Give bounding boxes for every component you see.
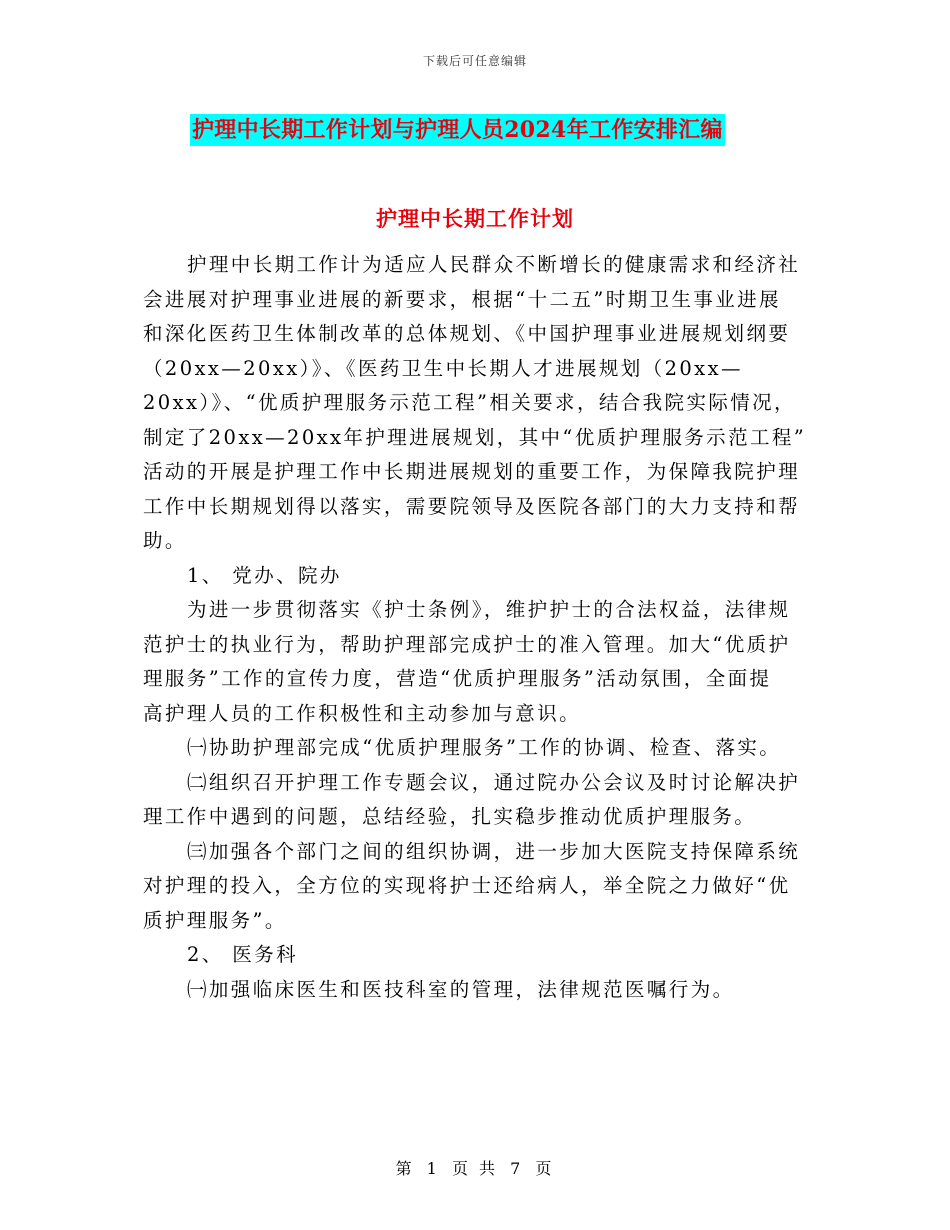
paragraph-line: 高护理人员的工作积极性和主动参加与意识。 xyxy=(143,701,582,725)
paragraph-line: （20xx—20xx）》、《医药卫生中长期人才进展规划（20xx— xyxy=(143,356,743,380)
paragraph-line: 制定了20xx—20xx年护理进展规划，其中“优质护理服务示范工程” xyxy=(143,425,807,449)
paragraph-line: 范护士的执业行为，帮助护理部完成护士的准入管理。加大“优质护 xyxy=(143,632,791,656)
paragraph-line: 为进一步贯彻落实《护士条例》，维护护士的合法权益，法律规 xyxy=(187,598,791,621)
footer-label-page: 第 xyxy=(395,1159,415,1178)
paragraph-line: 会进展对护理事业进展的新要求，根据“十二五”时期卫生事业进展 xyxy=(143,287,781,311)
current-page-number: 1 xyxy=(426,1159,440,1178)
paragraph-line: 质护理服务”。 xyxy=(143,908,287,932)
paragraph-line: 理工作中遇到的问题，总结经验，扎实稳步推动优质护理服务。 xyxy=(143,805,757,828)
header-note: 下载后可任意编辑 xyxy=(422,54,527,68)
paragraph-line: 助。 xyxy=(143,529,187,552)
list-heading: 1、 党办、院办 xyxy=(187,563,342,587)
total-page-count: 7 xyxy=(510,1159,524,1178)
paragraph-line: ㈠加强临床医生和医技科室的管理，法律规范医嘱行为。 xyxy=(187,977,735,1001)
paragraph-line: 和深化医药卫生体制改革的总体规划、《中国护理事业进展规划纲要 xyxy=(143,322,791,345)
paragraph-line: 工作中长期规划得以落实，需要院领导及医院各部门的大力支持和帮 xyxy=(143,494,801,518)
document-body xyxy=(143,248,807,1007)
section-title: 护理中长期工作计划 xyxy=(376,206,574,231)
list-heading: 2、 医务科 xyxy=(187,943,299,966)
footer-label-of: 页 共 xyxy=(451,1159,499,1178)
paragraph-line: 20xx）》、“优质护理服务示范工程”相关要求，结合我院实际情况， xyxy=(143,391,796,414)
paragraph-line: ㈡组织召开护理工作专题会议，通过院办公会议及时讨论解决护 xyxy=(187,770,801,794)
document-title: 护理中长期工作计划与护理人员2024年工作安排汇编 xyxy=(190,114,725,146)
paragraph-line: 活动的开展是护理工作中长期进展规划的重要工作，为保障我院护理 xyxy=(143,460,801,483)
paragraph-line: 理服务”工作的宣传力度，营造“优质护理服务”活动氛围，全面提 xyxy=(143,667,772,690)
paragraph-line: 对护理的投入，全方位的实现将护士还给病人，举全院之力做好“优 xyxy=(143,874,791,897)
paragraph-line: ㈢加强各个部门之间的组织协调，进一步加大医院支持保障系统 xyxy=(187,839,801,863)
paragraph-line: ㈠协助护理部完成“优质护理服务”工作的协调、检查、落实。 xyxy=(187,736,782,759)
footer-label-end: 页 xyxy=(535,1159,555,1178)
page-footer xyxy=(0,1156,950,1179)
paragraph-line: 护理中长期工作计为适应人民群众不断增长的健康需求和经济社 xyxy=(187,253,801,276)
